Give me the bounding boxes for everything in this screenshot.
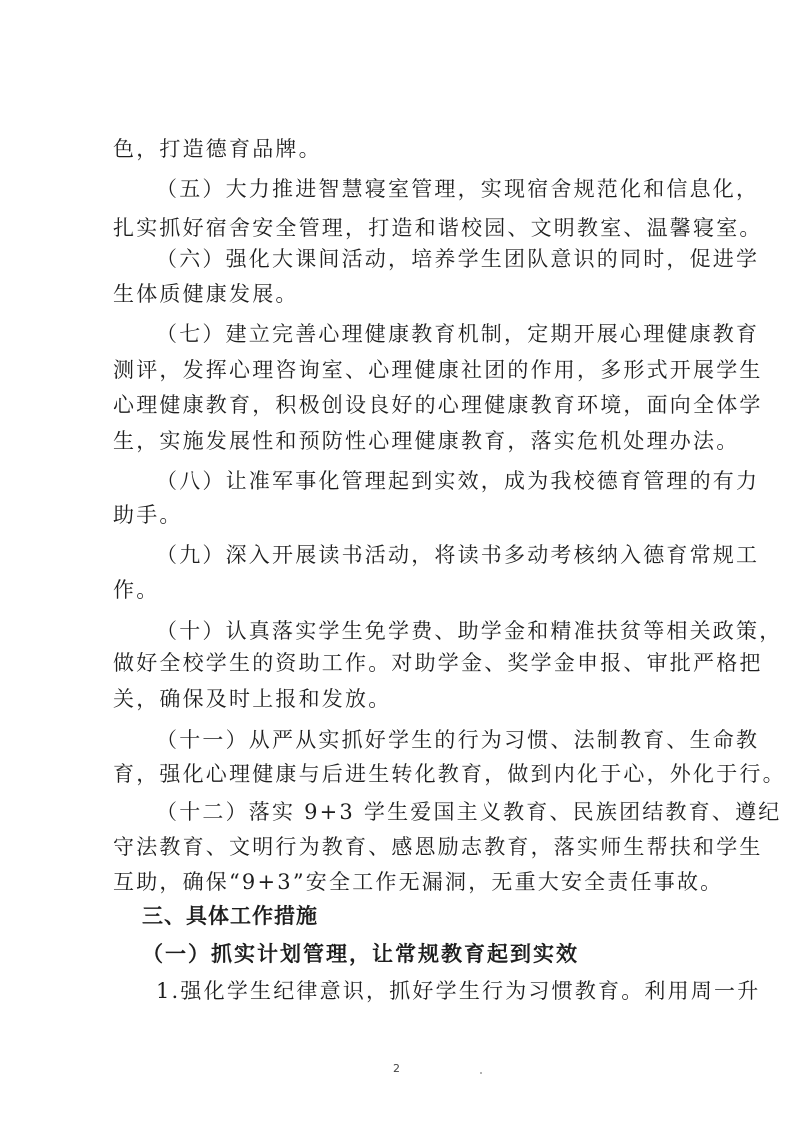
text-line: （十二）落实 9+3 学生爱国主义教育、民族团结教育、遵纪 [156,800,782,824]
text-line: （十）认真落实学生免学费、助学金和精准扶贫等相关政策， [156,619,783,643]
text-line: 1.强化学生纪律意识，抓好学生行为习惯教育。利用周一升 [156,979,761,1003]
text-line: （八）让准军事化管理起到实效，成为我校德育管理的有力 [156,469,760,493]
text-line: （十一）从严从实抓好学生的行为习惯、法制教育、生命教 [156,728,760,752]
text-line: 作。 [113,578,160,602]
text-line: （七）建立完善心理健康教育机制，定期开展心理健康教育 [156,322,760,346]
text-line: 互助，确保“9+3”安全工作无漏洞，无重大安全责任事故。 [113,870,724,894]
text-line: 生体质健康发展。 [113,282,299,306]
text-line: 关，确保及时上报和发放。 [113,687,392,711]
text-line: 心理健康教育，积极创设良好的心理健康教育环境，面向全体学 [113,393,763,417]
section-heading: 三、具体工作措施 [142,904,318,928]
text-line: 生，实施发展性和预防性心理健康教育，落实危机处理办法。 [113,429,740,453]
text-line: （九）深入开展读书活动，将读书多动考核纳入德育常规工 [156,543,760,567]
text-line: 色，打造德育品牌。 [113,137,322,161]
page-number: 2 [393,1062,400,1075]
text-line: 助手。 [113,503,183,527]
text-line: 测评，发挥心理咨询室、心理健康社团的作用，多形式开展学生 [113,358,763,382]
text-line: （五）大力推进智慧寝室管理，实现宿舍规范化和信息化， [156,177,760,201]
text-line: 育，强化心理健康与后进生转化教育，做到内化于心，外化于行。 [113,762,786,786]
text-line: 扎实抓好宿舍安全管理，打造和谐校园、文明教室、温馨寝室。 [113,216,763,240]
text-line: 守法教育、文明行为教育、感恩励志教育，落实师生帮扶和学生 [113,835,763,859]
subsection-heading: （一）抓实计划管理，让常规教育起到实效 [142,941,579,966]
text-line: （六）强化大课间活动，培养学生团队意识的同时，促进学 [156,247,760,271]
scan-speck [480,1072,482,1074]
text-line: 做好全校学生的资助工作。对助学金、奖学金申报、审批严格把 [113,651,763,675]
